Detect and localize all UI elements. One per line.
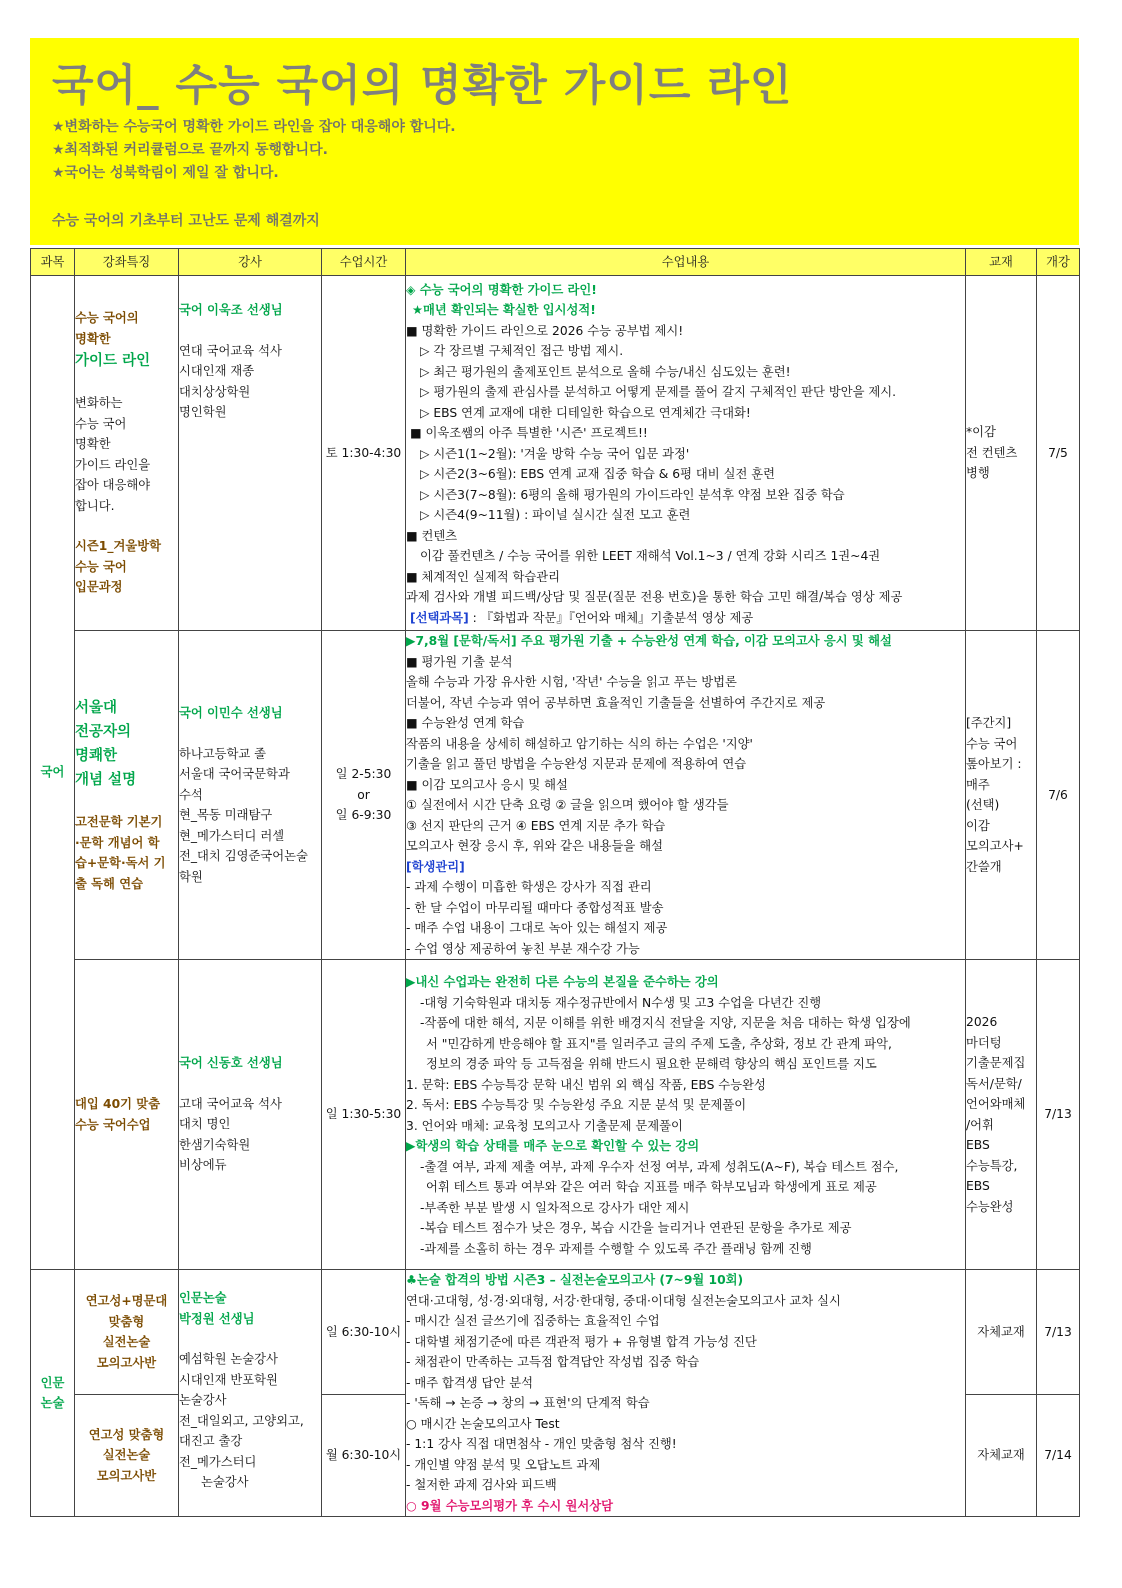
col-subject: 과목 <box>31 249 75 276</box>
textbook: 자체교재 <box>966 1395 1037 1517</box>
class-time: 일 1:30-5:30 <box>322 960 406 1270</box>
col-teacher: 강사 <box>179 249 322 276</box>
course-content: ♣논술 합격의 방법 시즌3 – 실전논술모의고사 (7~9월 10회) 연대·고대형, 성·경·외대형, 서강·한대형, 중대·이대형 실전논술모의고사 교차 실시 - 매시간 실전 글쓰기에 집중하는 효율적인 수업 - 대학별 채점기준에 따른 객관적 평가 + 유형별 합격 가능성 진단 - 채점관이 만족하는 고득점 합격답안 작성법 집중 학습 - 매주 합격생 답안 분석 - '독해 → 논증 → 창의 → 표현'의 단계적 학습 ○ 매시간 논술모의고사 Test - 1:1 강사 직접 대면첨삭 - 개인 맞춤형 첨삭 진행! - 개인별 약점 분석 및 오답노트 과제 - 철저한 과제 검사와 피드백 ○ 9월 수능모의평가 후 수시 원서상담 <box>406 1270 966 1517</box>
course-feature: 대입 40기 맞춤 수능 국어수업 <box>75 960 179 1270</box>
header-banner <box>30 38 1079 245</box>
table-row <box>31 631 1080 960</box>
textbook: *이감 전 컨텐츠 병행 <box>966 276 1037 631</box>
header-line-1: ★변화하는 수능국어 명확한 가이드 라인을 잡아 대응해야 합니다. <box>52 119 456 135</box>
teacher-info: 국어 신동호 선생님 고대 국어교육 석사 대치 명인 한샘기숙학원 비상에듀 <box>179 960 322 1270</box>
table-row <box>31 960 1080 1270</box>
open-date: 7/13 <box>1037 960 1080 1270</box>
header-line-3: ★국어는 성북학림이 제일 잘 합니다. <box>52 165 279 181</box>
table-row <box>31 276 1080 631</box>
header-subtitle: 수능 국어의 기초부터 고난도 문제 해결까지 <box>52 213 320 229</box>
col-feature: 강좌특징 <box>75 249 179 276</box>
teacher-name: 박정원 선생님 <box>179 1311 255 1326</box>
teacher-name: 국어 신동호 선생님 <box>179 1056 283 1071</box>
textbook: [주간지] 수능 국어 톺아보기 : 매주 (선택) 이감 모의고사+ 간쓸개 <box>966 631 1037 960</box>
course-feature: 연고성+명문대 맞춤형 실전논술 모의고사반 <box>75 1270 179 1395</box>
textbook: 2026 마더텅 기출문제집 독서/문학/ 언어와매체 /어휘 EBS 수능특강, EBS 수능완성 <box>966 960 1037 1270</box>
teacher-info: 국어 이욱조 선생님 연대 국어교육 석사 시대인재 재종 대치상상학원 명인학원 <box>179 276 322 631</box>
course-content: ▶내신 수업과는 완전히 다른 수능의 본질을 준수하는 강의 -대형 기숙학원과 대치동 재수정규반에서 N수생 및 고3 수업을 다년간 진행 -작품에 대한 해석, 지문 이해를 위한 배경지식 전달을 지양, 지문을 처음 대하는 학생 입장에 서 "민감하게 반응해야 할 표지"를 일러주고 글의 주제 도출, 추상화, 정보 간 관계 파악, 정보의 경중 파악 등 고득점을 위해 반드시 필요한 문해력 향상의 핵심 포인트를 지도 1. 문학: EBS 수능특강 문학 내신 범위 외 핵심 작품, EBS 수능완성 2. 독서: EBS 수능특강 및 수능완성 주요 지문 분석 및 문제풀이 3. 언어와 매체: 교육청 모의고사 기출문제 문제풀이 ▶학생의 학습 상태를 매주 눈으로 확인할 수 있는 강의 -출결 여부, 과제 제출 여부, 과제 우수자 선정 여부, 과제 성취도(A~F), 복습 테스트 점수, 어휘 테스트 통과 여부와 같은 여러 학습 지표를 매주 학부모님과 학생에게 표로 제공 -부족한 부분 발생 시 일차적으로 강사가 대안 제시 -복습 테스트 점수가 낮은 경우, 복습 시간을 늘리거나 연관된 문항을 추가로 제공 -과제를 소홀히 하는 경우 과제를 수행할 수 있도록 주간 플래닝 함께 진행 <box>406 960 966 1270</box>
class-time: 월 6:30-10시 <box>322 1395 406 1517</box>
teacher-name: 국어 이욱조 선생님 <box>179 303 283 317</box>
header-line-2: ★최적화된 커리큘럼으로 끝까지 동행합니다. <box>52 142 328 158</box>
open-date: 7/6 <box>1037 631 1080 960</box>
course-content: ▶7,8월 [문학/독서] 주요 평가원 기출 + 수능완성 연계 학습, 이감 모의고사 응시 및 해설 ■ 평가원 기출 분석 올해 수능과 가장 유사한 시험, '작년' 수능을 읽고 푸는 방법론 더불어, 작년 수능과 엮어 공부하면 효율적인 기출들을 선별하여 주간지로 제공 ■ 수능완성 연계 학습 작품의 내용을 상세히 해설하고 암기하는 식의 하는 수업은 '지양' 기출을 읽고 풀던 방법을 수능완성 지문과 문제에 적용하여 연습 ■ 이감 모의고사 응시 및 해설 ① 실전에서 시간 단축 요령 ② 글을 읽으며 했어야 할 생각들 ③ 선지 판단의 근거 ④ EBS 연계 지문 추가 학습 모의고사 현장 응시 후, 위와 같은 내용들을 해설 [학생관리] - 과제 수행이 미흡한 학생은 강사가 직접 관리 - 한 달 수업이 마무리될 때마다 종합성적표 발송 - 매주 수업 내용이 그대로 녹아 있는 해설지 제공 - 수업 영상 제공하여 놓친 부분 재수강 가능 <box>406 631 966 960</box>
course-feature: 연고성 맞춤형 실전논술 모의고사반 <box>75 1395 179 1517</box>
col-book: 교재 <box>966 249 1037 276</box>
teacher-info: 국어 이민수 선생님 하나고등학교 졸 서울대 국어국문학과 수석 현_목동 미래탐구 현_메가스터디 러셀 전_대치 김영준국어논술 학원 <box>179 631 322 960</box>
open-date: 7/5 <box>1037 276 1080 631</box>
teacher-title: 인문논술 <box>179 1291 227 1305</box>
class-time: 일 2-5:30 or 일 6-9:30 <box>322 631 406 960</box>
subject-korean: 국어 <box>31 276 75 1270</box>
class-time: 토 1:30-4:30 <box>322 276 406 631</box>
col-open: 개강 <box>1037 249 1080 276</box>
open-date: 7/14 <box>1037 1395 1080 1517</box>
textbook: 자체교재 <box>966 1270 1037 1395</box>
table-header-row <box>31 249 1080 276</box>
course-content: ◈ 수능 국어의 명확한 가이드 라인! ★매년 확인되는 확실한 입시성적! ■ 명확한 가이드 라인으로 2026 수능 공부법 제시! ▷ 각 장르별 구체적인 접근 방법 제시. ▷ 최근 평가원의 출제포인트 분석으로 올해 수능/내신 심도있는 훈련! ▷ 평가원의 출제 관심사를 분석하고 어떻게 문제를 풀어 갈지 구체적인 판단 방안을 제시. ▷ EBS 연계 교재에 대한 디테일한 학습으로 연계체간 극대화! ■ 이욱조쌤의 아주 특별한 '시즌' 프로젝트!! ▷ 시즌1(1~2월): '겨울 방학 수능 국어 입문 과정' ▷ 시즌2(3~6월): EBS 연계 교재 집중 학습 & 6평 대비 실전 훈련 ▷ 시즌3(7~8월): 6평의 올해 평가원의 가이드라인 분석후 약점 보완 집중 학습 ▷ 시즌4(9~11월) : 파이널 실시간 실전 모고 훈련 ■ 컨텐츠 이감 풀컨텐츠 / 수능 국어를 위한 LEET 재해석 Vol.1~3 / 연계 강화 시리즈 1권~4권 ■ 체계적인 실제적 학습관리 과제 검사와 개별 피드백/상담 및 질문(질문 전용 번호)을 통한 학습 고민 해결/복습 영상 제공 [선택과목] : 『화법과 작문』『언어와 매체』기출분석 영상 제공 <box>406 276 966 631</box>
class-time: 일 6:30-10시 <box>322 1270 406 1395</box>
course-table <box>30 248 1080 1517</box>
col-time: 수업시간 <box>322 249 406 276</box>
subject-essay: 인문 논술 <box>31 1270 75 1517</box>
teacher-info: 인문논술 박정원 선생님 예섬학원 논술강사 시대인재 반포학원 논술강사 전_대일외고, 고양외고, 대진고 출강 전_메가스터디 논술강사 <box>179 1270 322 1517</box>
col-content: 수업내용 <box>406 249 966 276</box>
page-title: 국어_ 수능 국어의 명확한 가이드 라인 <box>52 61 793 111</box>
table-row <box>31 1270 1080 1395</box>
teacher-name: 국어 이민수 선생님 <box>179 706 283 720</box>
open-date: 7/13 <box>1037 1270 1080 1395</box>
course-feature: 서울대 전공자의 명쾌한 개념 설명 고전문학 기본기 ·문학 개념어 학 습+문학·독서 기 출 독해 연습 <box>75 631 179 960</box>
course-feature: 수능 국어의 명확한 가이드 라인 변화하는 수능 국어 명확한 가이드 라인을 잡아 대응해야 합니다. 시즌1_겨울방학 수능 국어 입문과정 <box>75 276 179 631</box>
